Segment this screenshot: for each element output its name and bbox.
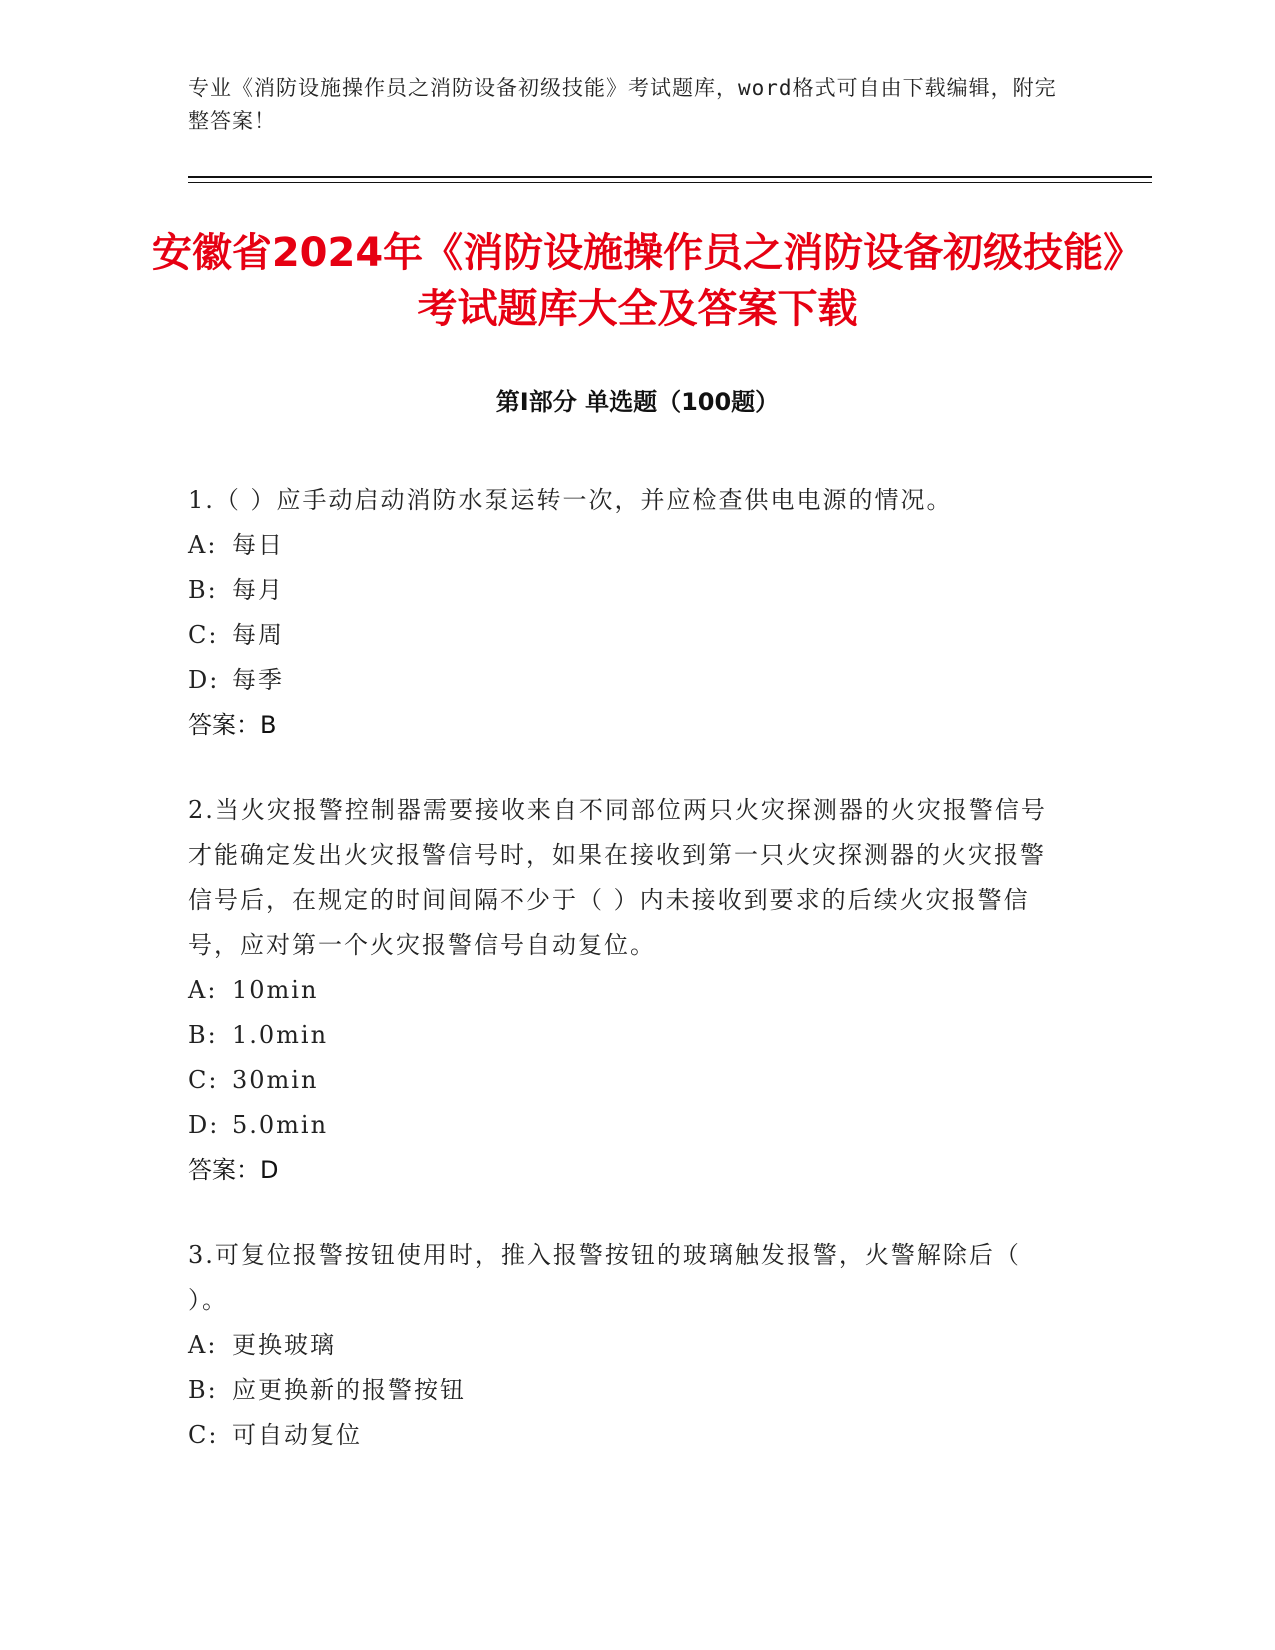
- question-stem: 1.（ ）应手动启动消防水泵运转一次，并应检查供电电源的情况。: [188, 486, 953, 514]
- option-text: 每季: [232, 666, 284, 694]
- header-note: 专业《消防设施操作员之消防设备初级技能》考试题库，word格式可自由下载编辑，附完整答案！: [188, 76, 1057, 133]
- header-rule-thin: [188, 182, 1152, 183]
- option-letter: C:: [188, 621, 219, 649]
- question-stem: 2.当火灾报警控制器需要接收来自不同部位两只火灾探测器的火灾报警信号才能确定发出火灾报警信号时，如果在接收到第一只火灾探测器的火灾报警信号后，在规定的时间间隔不少于（ ）内未接收到要求的后续火灾报警信号，应对第一个火灾报警信号自动复位。: [188, 796, 1047, 959]
- header-rule-thick: [188, 176, 1152, 178]
- section-heading: 第I部分 单选题（100题）: [495, 388, 780, 416]
- option-letter: B:: [188, 1021, 218, 1049]
- option-b: [188, 1013, 1068, 1058]
- option-c: [188, 613, 1068, 658]
- option-letter: D:: [188, 1111, 220, 1139]
- option-a: [188, 523, 1068, 568]
- option-text: 应更换新的报警按钮: [232, 1376, 466, 1404]
- question-1: [188, 478, 1068, 748]
- option-letter: B:: [188, 576, 218, 604]
- option-c: [188, 1413, 1068, 1458]
- question-list: [188, 478, 1068, 1498]
- answer-line: 答案：D: [188, 1156, 279, 1184]
- option-d: [188, 1103, 1068, 1148]
- question-3: [188, 1233, 1068, 1458]
- option-letter: B:: [188, 1376, 218, 1404]
- option-c: [188, 1058, 1068, 1103]
- option-letter: A:: [188, 531, 218, 559]
- option-text: 每月: [232, 576, 284, 604]
- option-b: [188, 1368, 1068, 1413]
- option-text: 10min: [232, 976, 319, 1004]
- document-title: 安徽省2024年《消防设施操作员之消防设备初级技能》考试题库大全及答案下载: [151, 230, 1124, 332]
- option-text: 每日: [232, 531, 284, 559]
- option-letter: D:: [188, 666, 220, 694]
- option-a: [188, 1323, 1068, 1368]
- option-text: 更换玻璃: [232, 1331, 336, 1359]
- question-stem: 3.可复位报警按钮使用时，推入报警按钮的玻璃触发报警，火警解除后（ ）。: [188, 1241, 1021, 1314]
- option-letter: C:: [188, 1421, 219, 1449]
- option-text: 5.0min: [232, 1111, 329, 1139]
- option-text: 可自动复位: [232, 1421, 362, 1449]
- question-2: [188, 788, 1068, 1193]
- answer-line: 答案：B: [188, 711, 277, 739]
- option-b: [188, 568, 1068, 613]
- option-letter: A:: [188, 1331, 218, 1359]
- option-d: [188, 658, 1068, 703]
- option-a: [188, 968, 1068, 1013]
- option-letter: A:: [188, 976, 218, 1004]
- option-text: 1.0min: [232, 1021, 329, 1049]
- option-text: 每周: [232, 621, 284, 649]
- option-text: 30min: [232, 1066, 319, 1094]
- option-letter: C:: [188, 1066, 219, 1094]
